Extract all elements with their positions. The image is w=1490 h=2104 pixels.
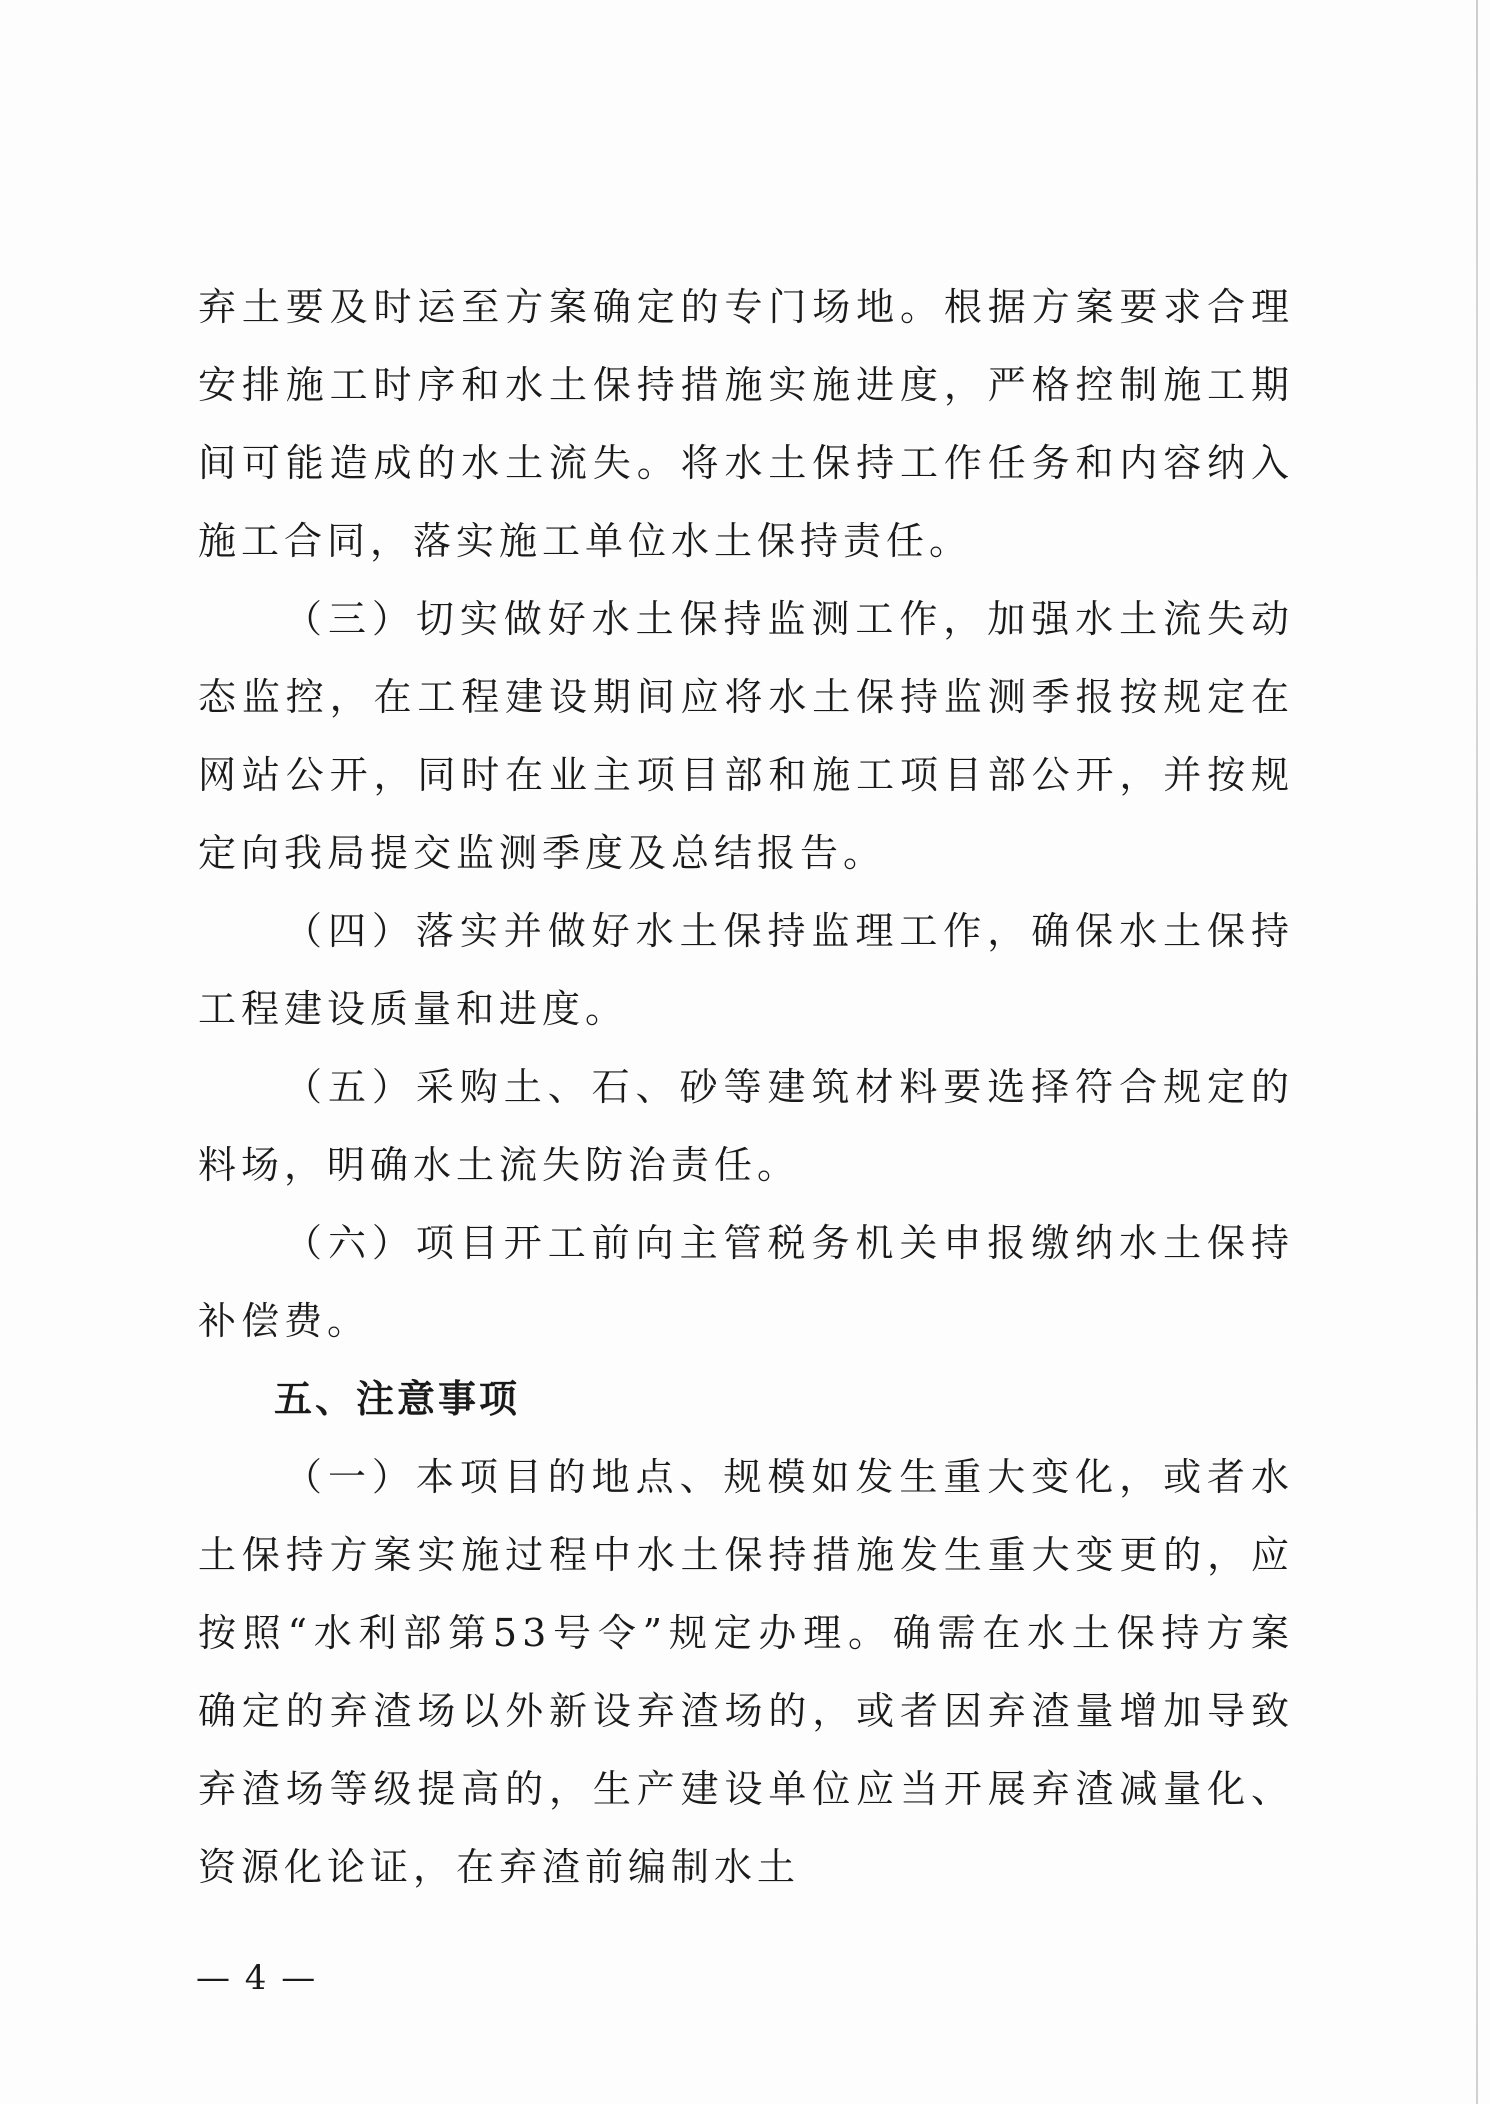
section-heading: 五、注意事项 bbox=[274, 1377, 521, 1421]
page-number: — 4 — bbox=[196, 1958, 318, 1998]
document-body bbox=[198, 268, 1294, 1906]
paragraph-continued: 弃土要及时运至方案确定的专门场地。根据方案要求合理安排施工时序和水土保持措施实施进度，严格控制施工期间可能造成的水土流失。将水土保持工作任务和内容纳入施工合同，落实施工单位水土保持责任。 bbox=[198, 285, 1294, 563]
paragraph-item-3: （三）切实做好水土保持监测工作，加强水土流失动态监控，在工程建设期间应将水土保持监测季报按规定在网站公开，同时在业主项目部和施工项目部公开，并按规定向我局提交监测季度及总结报告。 bbox=[198, 597, 1294, 875]
scan-edge-line bbox=[1476, 0, 1478, 2104]
paragraph-item-4: （四）落实并做好水土保持监理工作，确保水土保持工程建设质量和进度。 bbox=[198, 909, 1294, 1031]
paragraph-item-5: （五）采购土、石、砂等建筑材料要选择符合规定的料场，明确水土流失防治责任。 bbox=[198, 1065, 1294, 1187]
section-paragraph-1: （一）本项目的地点、规模如发生重大变化，或者水土保持方案实施过程中水土保持措施发生重大变更的，应按照“水利部第53号令”规定办理。确需在水土保持方案确定的弃渣场以外新设弃渣场的，或者因弃渣量增加导致弃渣场等级提高的，生产建设单位应当开展弃渣减量化、资源化论证，在弃渣前编制水土 bbox=[198, 1455, 1294, 1889]
paragraph-item-6: （六）项目开工前向主管税务机关申报缴纳水土保持补偿费。 bbox=[198, 1221, 1294, 1343]
